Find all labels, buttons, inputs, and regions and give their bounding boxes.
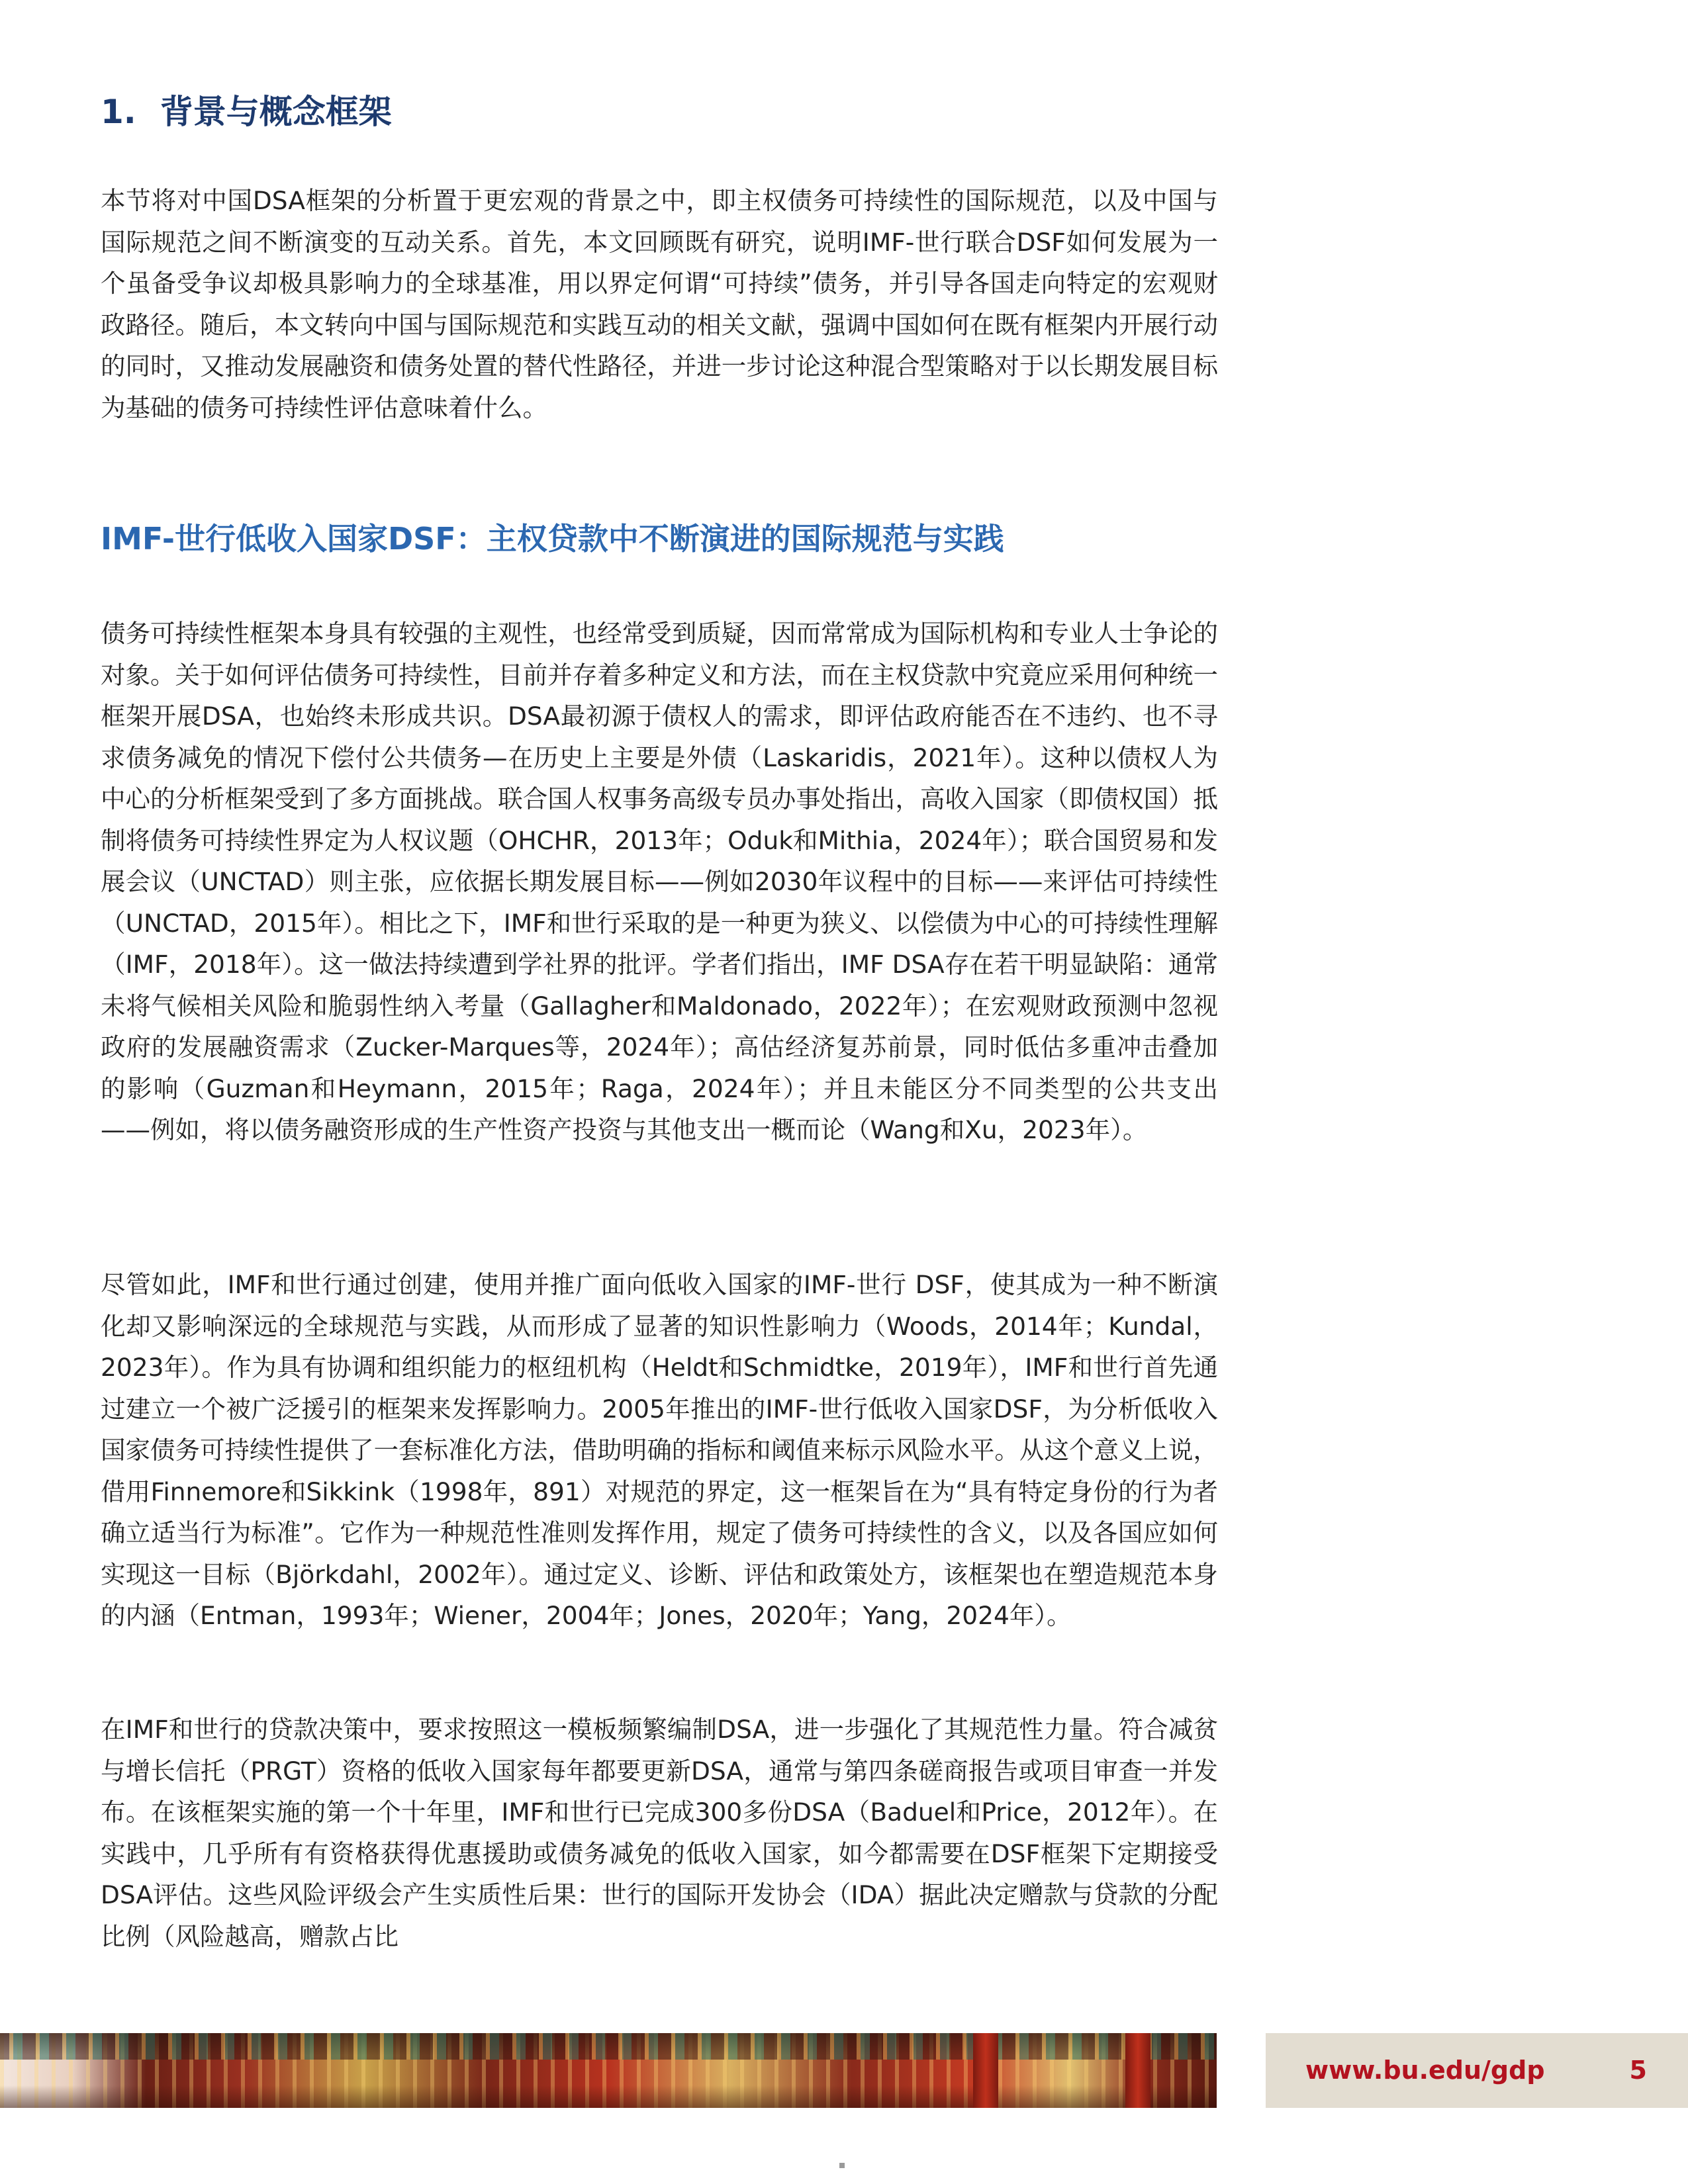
section-title: 背景与概念框架	[160, 93, 392, 131]
footer-image-eave	[0, 2033, 1217, 2060]
subsection-heading: IMF-世行低收入国家DSF：主权贷款中不断演进的国际规范与实践	[101, 521, 1004, 557]
footer-image-pillar	[973, 2033, 998, 2108]
footer-bar	[1266, 2033, 1688, 2108]
section-number: 1.	[101, 93, 136, 131]
section-heading	[101, 89, 1226, 135]
paragraph-dsa-debate: 债务可持续性框架本身具有较强的主观性，也经常受到质疑，因而常常成为国际机构和专业人士争论的对象。关于如何评估债务可持续性，目前并存着多种定义和方法，而在主权贷款中究竟应采用何种统一框架开展DSA，也始终未形成共识。DSA最初源于债权人的需求，即评估政府能否在不违约、也不寻求债务减免的情况下偿付公共债务—在历史上主要是外债（Laskaridis，2021年）。这种以债权人为中心的分析框架受到了多方面挑战。联合国人权事务高级专员办事处指出，高收入国家（即债权国）抵制将债务可持续性界定为人权议题（OHCHR，2013年；Oduk和Mithia，2024年）；联合国贸易和发展会议（UNCTAD）则主张，应依据长期发展目标——例如2030年议程中的目标——来评估可持续性（UNCTAD，2015年）。相比之下，IMF和世行采取的是一种更为狭义、以偿债为中心的可持续性理解（IMF，2018年）。这一做法持续遭到学社界的批评。学者们指出，IMF DSA存在若干明显缺陷：通常未将气候相关风险和脆弱性纳入考量（Gallagher和Maldonado，2022年）；在宏观财政预测中忽视政府的发展融资需求（Zucker-Marques等，2024年）；高估经济复苏前景，同时低估多重冲击叠加的影响（Guzman和Heymann，2015年；Raga，2024年）；并且未能区分不同类型的公共支出——例如，将以债务融资形成的生产性资产投资与其他支出一概而论（Wang和Xu，2023年）。	[101, 619, 1218, 1144]
paragraph-imf-influence: 尽管如此，IMF和世行通过创建，使用并推广面向低收入国家的IMF-世行 DSF，使其成为一种不断演化却又影响深远的全球规范与实践，从而形成了显著的知识性影响力（Woods，2014年；Kundal，2023年）。作为具有协调和组织能力的枢纽机构（Heldt和Schmidtke，2019年），IMF和世行首先通过建立一个被广泛援引的框架来发挥影响力。2005年推出的IMF-世行低收入国家DSF，为分析低收入国家债务可持续性提供了一套标准化方法，借助明确的指标和阈值来标示风险水平。从这个意义上说，借用Finnemore和Sikkink（1998年，891）对规范的界定，这一框架旨在为“具有特定身份的行为者确立适当行为标准”。它作为一种规范性准则发挥作用，规定了债务可持续性的含义，以及各国应如何实现这一目标（Björkdahl，2002年）。通过定义、诊断、评估和政策处方，该框架也在塑造规范本身的内涵（Entman，1993年；Wiener，2004年；Jones，2020年；Yang，2024年）。	[101, 1270, 1218, 1630]
footer-architecture-image	[0, 2033, 1217, 2108]
paragraph-intro: 本节将对中国DSA框架的分析置于更宏观的背景之中，即主权债务可持续性的国际规范，以及中国与国际规范之间不断演变的互动关系。首先，本文回顾既有研究，说明IMF-世行联合DSF如何发展为一个虽备受争议却极具影响力的全球基准，用以界定何谓“可持续”债务，并引导各国走向特定的宏观财政路径。随后，本文转向中国与国际规范和实践互动的相关文献，强调中国如何在既有框架内开展行动的同时，又推动发展融资和债务处置的替代性路径，并进一步讨论这种混合型策略对于以长期发展目标为基础的债务可持续性评估意味着什么。	[101, 186, 1218, 422]
paragraph-lending-decisions: 在IMF和世行的贷款决策中，要求按照这一模板频繁编制DSA，进一步强化了其规范性力量。符合减贫与增长信托（PRGT）资格的低收入国家每年都要更新DSA，通常与第四条磋商报告或项目审查一并发布。在该框架实施的第一个十年里，IMF和世行已完成300多份DSA（Baduel和Price，2012年）。在实践中，几乎所有有资格获得优惠援助或债务减免的低收入国家，如今都需要在DSF框架下定期接受DSA评估。这些风险评级会产生实质性后果：世行的国际开发协会（IDA）据此决定赠款与贷款的分配比例（风险越高，赠款占比	[101, 1715, 1218, 1951]
footer-image-pillar	[1125, 2033, 1150, 2108]
page-marker	[839, 2163, 845, 2168]
footer-url-link[interactable]: www.bu.edu/gdp	[1305, 2056, 1545, 2085]
page-number: 5	[1629, 2056, 1647, 2085]
